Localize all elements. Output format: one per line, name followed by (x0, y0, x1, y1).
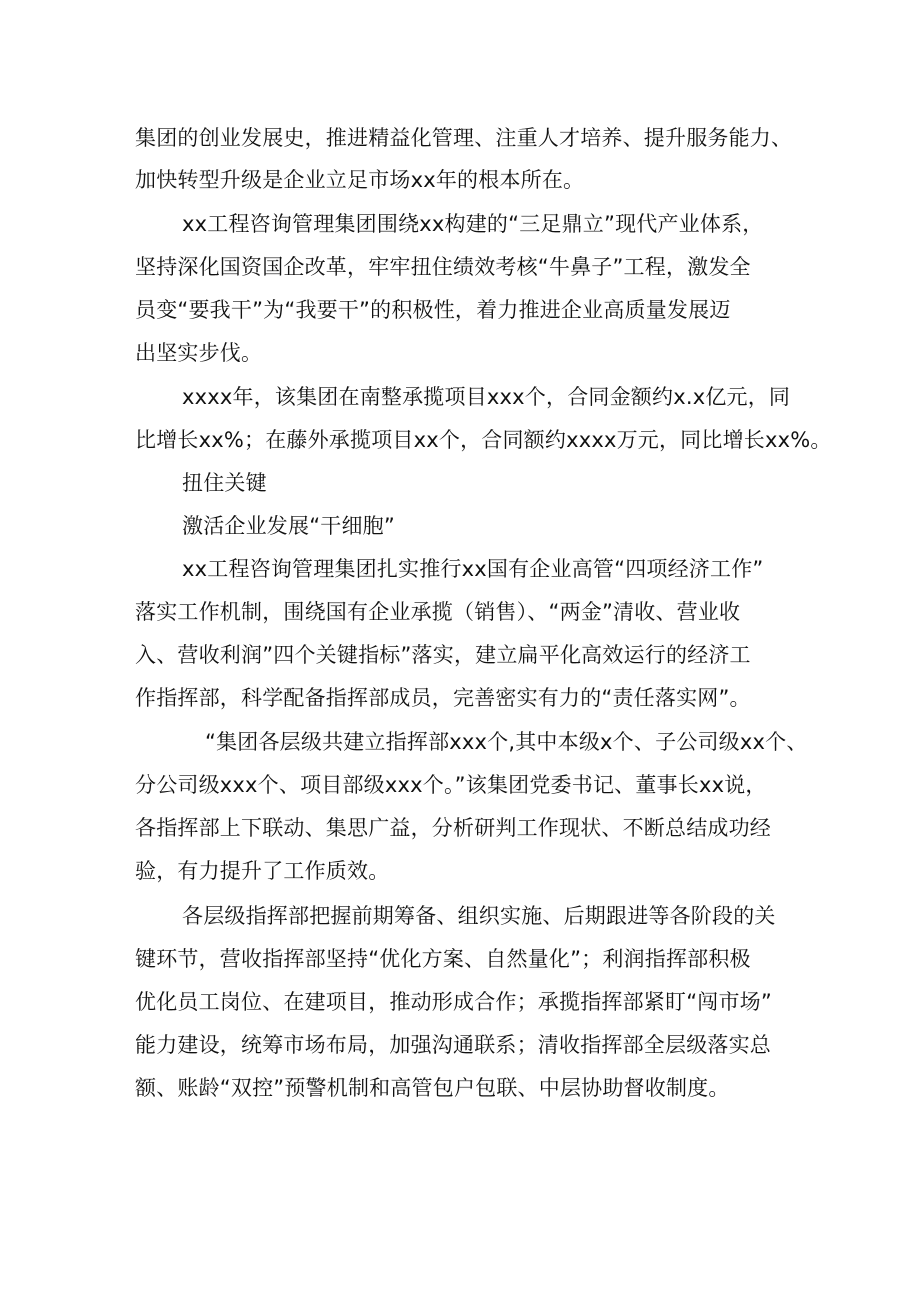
paragraph-6-line-3: 优化员工岗位、在建项目，推动形成合作；承揽指挥部紧盯“闯市场” (135, 990, 772, 1014)
paragraph-6-line-4: 能力建设，统筹市场布局，加强沟通联系；清收指挥部全层级落实总 (135, 1033, 771, 1057)
paragraph-4-line-4: 作指挥部，科学配备指挥部成员，完善密实有力的“责任落实网”。 (135, 686, 751, 710)
paragraph-4-line-3: 入、营收利润”四个关键指标”落实，建立扁平化高效运行的经济工 (135, 643, 751, 667)
paragraph-2-line-4: 出坚实步伐。 (135, 341, 263, 365)
paragraph-5-line-4: 验，有力提升了工作质效。 (135, 859, 390, 883)
paragraph-6-line-2: 键环节，营收指挥部坚持“优化方案、自然量化”；利润指挥部积极 (135, 947, 751, 971)
paragraph-5-line-2: 分公司级xxx个、项目部级xxx个。”该集团党委书记、董事长xx说， (135, 773, 767, 797)
paragraph-6-line-1: 各层级指挥部把握前期筹备、组织实施、后期跟进等各阶段的关 (182, 904, 776, 928)
section-heading-1: 扭住关键 (182, 471, 267, 495)
paragraph-1-line-1: 集团的创业发展史，推进精益化管理、注重人才培养、提升服务能力、 (135, 126, 793, 150)
paragraph-3-line-2: 比增长xx%；在藤外承揽项目xx个，合同额约xxxx万元，同比增长xx%。 (135, 428, 832, 452)
paragraph-3-line-1: xxxx年，该集团在南整承揽项目xxx个，合同金额约x.x亿元，同 (182, 385, 791, 409)
paragraph-4-line-2: 落实工作机制，围绕国有企业承揽（销售）、“两金”清收、营业收 (135, 600, 741, 624)
section-heading-2: 激活企业发展“干细胞” (182, 514, 395, 538)
paragraph-1-line-2: 加快转型升级是企业立足市场xx年的根本所在。 (135, 168, 585, 192)
paragraph-5-line-3: 各指挥部上下联动、集思广益，分析研判工作现状、不断总结成功经 (135, 816, 771, 840)
paragraph-2-line-3: 员变“要我干”为“我要干”的积极性，着力推进企业高质量发展迈 (135, 298, 731, 322)
paragraph-2-line-1: xx工程咨询管理集团围绕xx构建的“三足鼎立”现代产业体系， (182, 212, 764, 236)
paragraph-5-line-1: “集团各层级共建立指挥部xxx个,其中本级x个、子公司级xx个、 (205, 730, 808, 754)
paragraph-4-line-1: xx工程咨询管理集团扎实推行xx国有企业高管“四项经济工作” (182, 557, 764, 581)
paragraph-6-line-5: 额、账龄“双控”预警机制和高管包户包联、中层协助督收制度。 (135, 1076, 730, 1100)
paragraph-2-line-2: 坚持深化国资国企改革，牢牢扭住绩效考核“牛鼻子”工程，激发全 (135, 255, 751, 279)
